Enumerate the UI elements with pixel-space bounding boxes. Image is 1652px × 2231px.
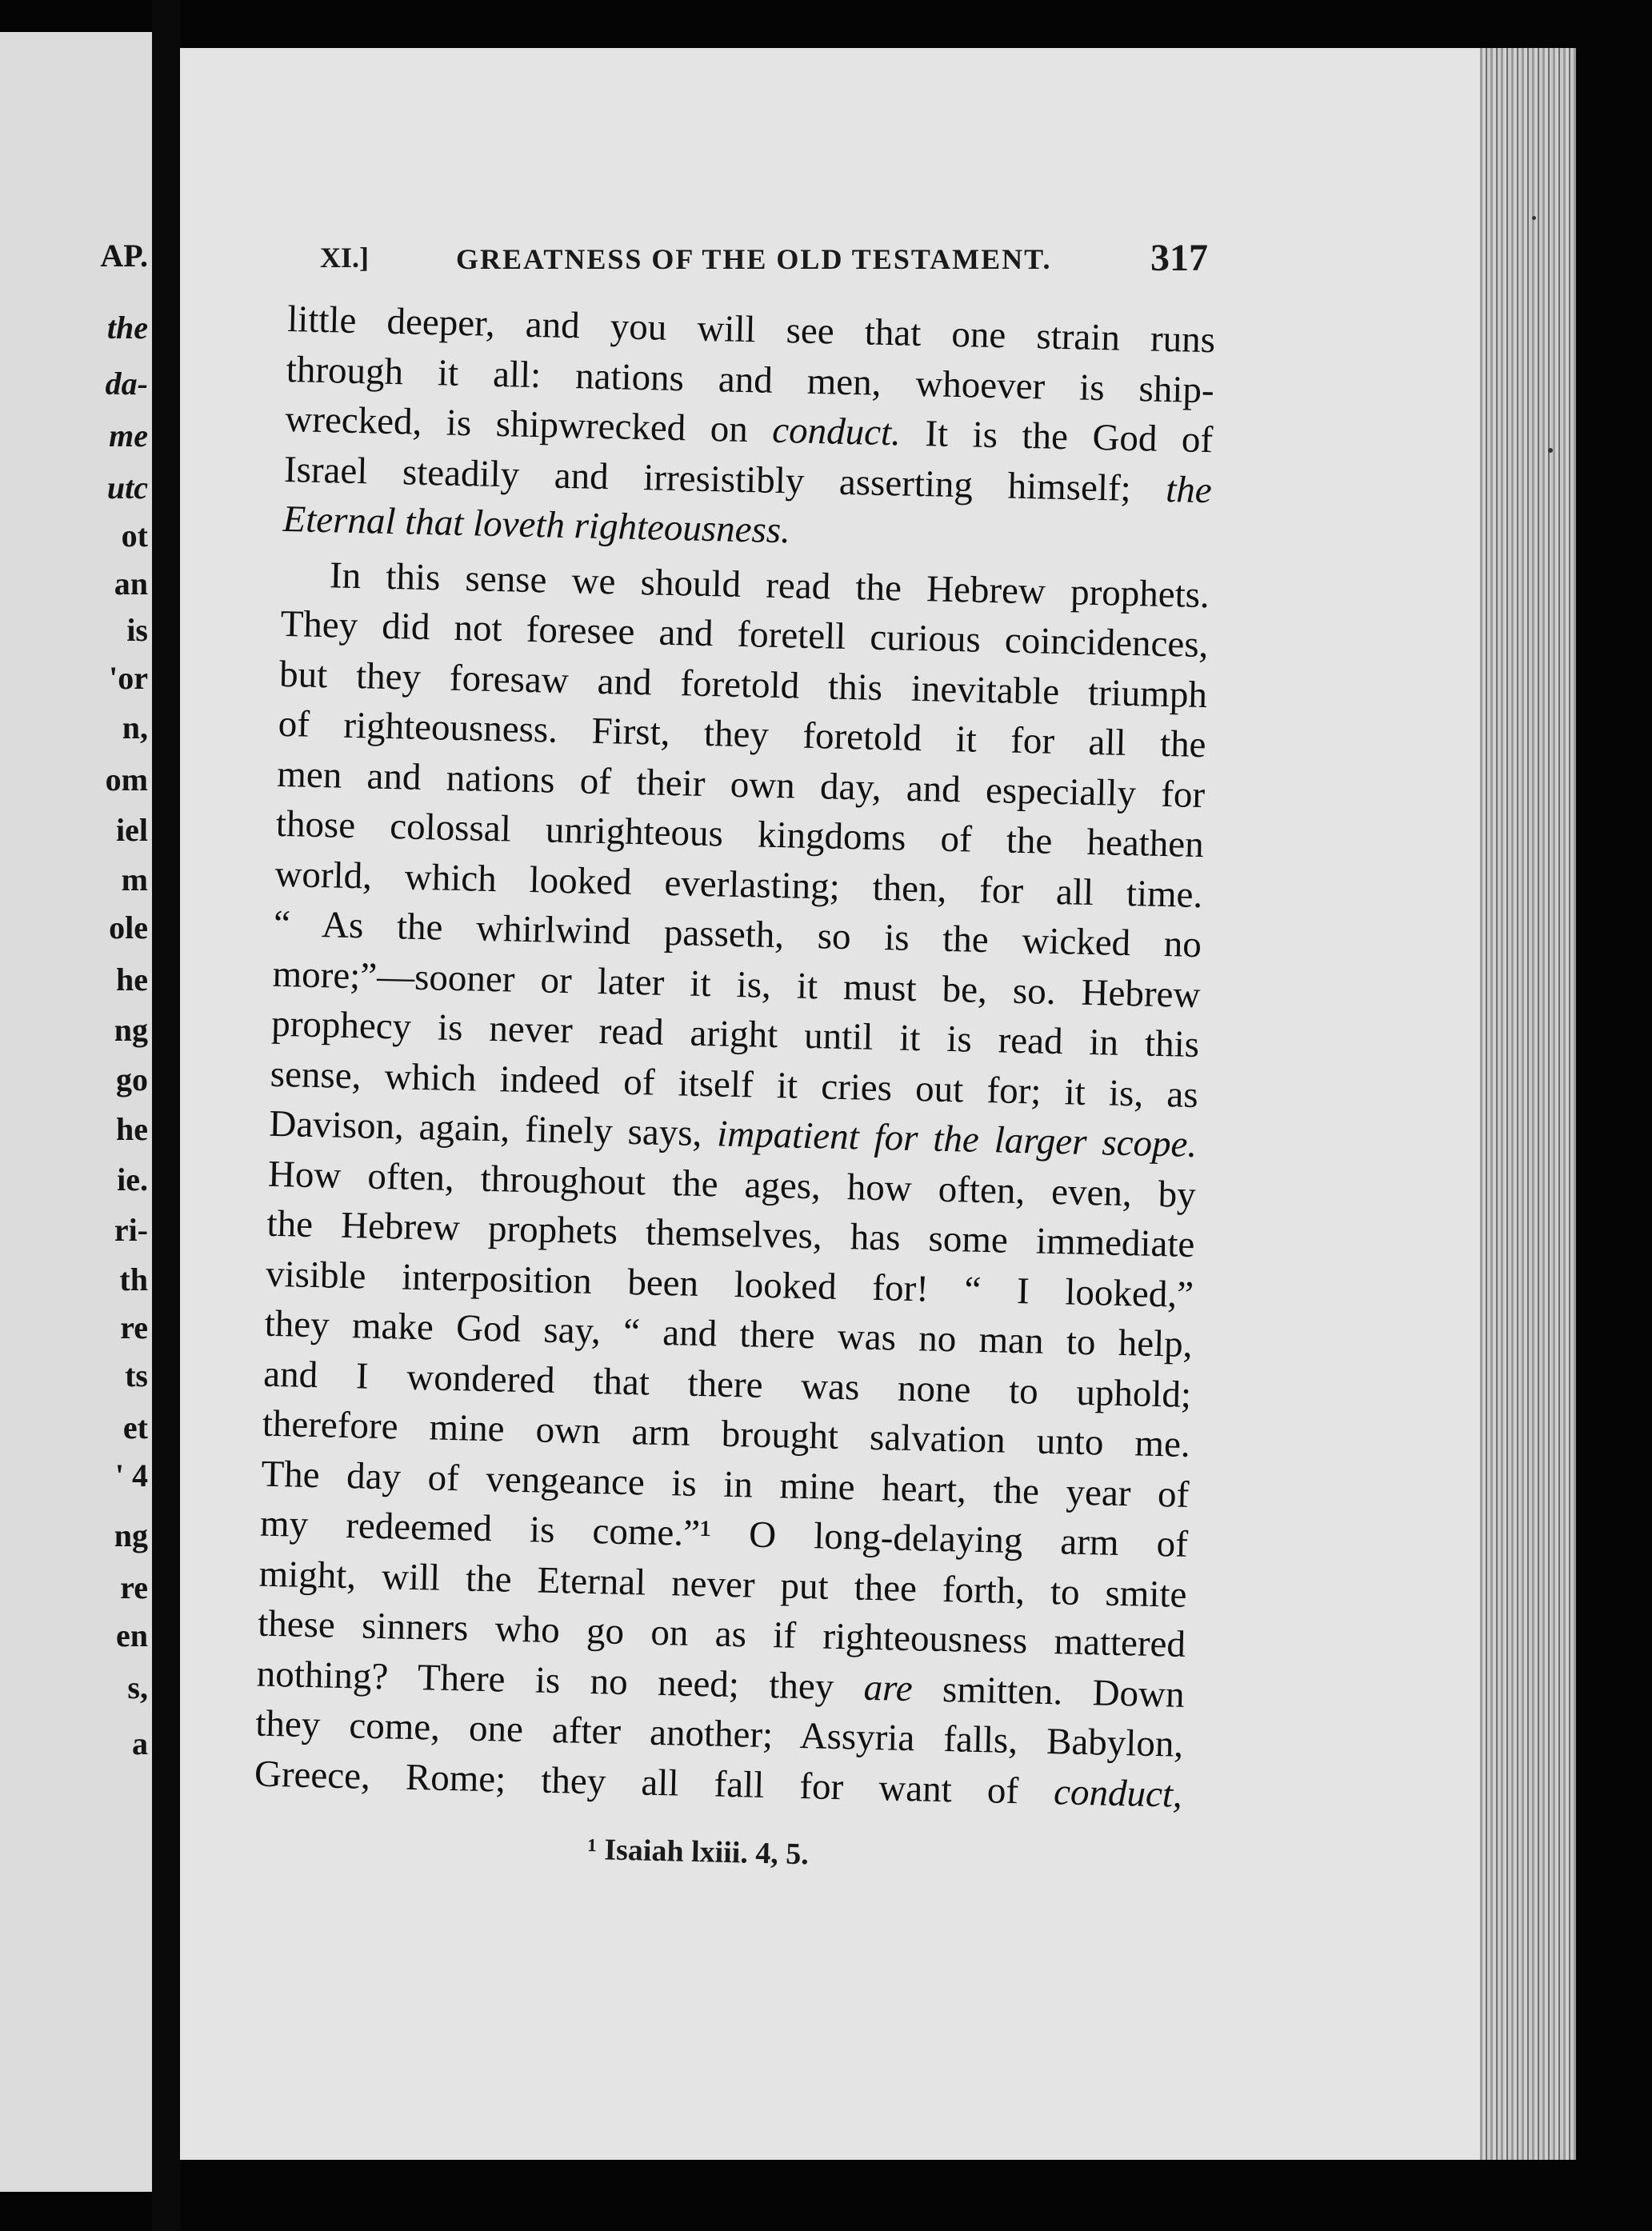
- facing-page-word-fragment: he: [116, 962, 148, 998]
- facing-page-word-fragment: da-: [105, 366, 148, 402]
- text-run: might, will the Eternal never put thee forth, to smite: [258, 1553, 1188, 1616]
- italic-text: are: [863, 1666, 914, 1709]
- facing-page-word-fragment: om: [105, 762, 148, 798]
- facing-page-word-fragment: AP.: [100, 238, 148, 274]
- facing-page-word-fragment: the: [106, 310, 148, 346]
- text-run: my redeemed is come.”¹ O long-delaying arm of: [259, 1502, 1189, 1565]
- text-run: In this sense we should read the Hebrew prophets.: [329, 554, 1210, 616]
- facing-page-word-fragment: re: [120, 1569, 148, 1605]
- text-run: prophecy is never read aright until it is read in this: [270, 1002, 1200, 1066]
- facing-page-word-fragment: ot: [121, 518, 148, 554]
- text-run: they make God say, “ and there was no man to help,: [264, 1302, 1194, 1365]
- text-run: sense, which indeed of itself it cries out for; it is, as: [270, 1053, 1199, 1116]
- running-header: [320, 236, 1208, 284]
- facing-page-word-fragment: ts: [125, 1357, 148, 1393]
- italic-text: impatient for the larger scope.: [716, 1113, 1198, 1166]
- facing-page-word-fragment: an: [114, 566, 148, 602]
- text-run: of righteousness. First, they foretold it for all the: [278, 702, 1207, 766]
- text-run: the Hebrew prophets themselves, has some immediate: [266, 1202, 1195, 1266]
- facing-page-word-fragment: ng: [114, 1012, 148, 1048]
- body-text: [254, 294, 1215, 1820]
- facing-page-word-fragment: re: [120, 1309, 148, 1345]
- facing-page-word-fragment: ng: [114, 1517, 148, 1553]
- scan-speck: [1532, 216, 1536, 220]
- text-run: It is the God of: [900, 412, 1214, 462]
- italic-text: conduct.: [771, 409, 902, 454]
- scan-border: [1576, 32, 1652, 2231]
- text-run: They did not foresee and foretell curious coincidences,: [280, 602, 1209, 666]
- facing-page-word-fragment: ole: [109, 910, 148, 946]
- facing-page-word-fragment: n,: [122, 710, 148, 746]
- text-run: Greece, Rome; they all fall for want of: [254, 1753, 1054, 1813]
- facing-page-word-fragment: utc: [106, 470, 148, 506]
- footnote: ¹ Isaiah lxiii. 4, 5.: [587, 1832, 810, 1872]
- facing-page-word-fragment: ' 4: [114, 1457, 148, 1493]
- facing-page-word-fragment: ie.: [117, 1161, 148, 1197]
- text-run: world, which looked everlasting; then, for all time.: [274, 853, 1203, 916]
- text-run: therefore mine own arm brought salvation unto me.: [262, 1402, 1191, 1465]
- facing-page-word-fragment: is: [126, 612, 148, 648]
- facing-page-word-fragment: a: [132, 1725, 148, 1761]
- text-run: Israel steadily and irresistibly asserting himself;: [283, 448, 1166, 510]
- text-run: but they foresaw and foretold this inevitable triumph: [278, 653, 1208, 716]
- text-run: nothing? There is no need; they: [256, 1653, 865, 1709]
- text-run: those colossal unrighteous kingdoms of the heathen: [275, 802, 1205, 866]
- page-number: 317: [1150, 237, 1208, 279]
- text-run: men and nations of their own day, and especially for: [276, 753, 1206, 816]
- italic-text: Eternal that loveth righteousness.: [282, 498, 791, 552]
- text-run: little deeper, and you will see that one strain runs: [286, 298, 1216, 362]
- italic-text: the: [1165, 468, 1213, 511]
- italic-text: conduct,: [1053, 1770, 1183, 1816]
- facing-page-word-fragment: iel: [116, 812, 148, 848]
- text-run: visible interposition been looked for! “ I looked,”: [265, 1253, 1194, 1316]
- chapter-number: XI.]: [320, 242, 369, 274]
- text-run: The day of vengeance is in mine heart, the year of: [260, 1453, 1190, 1516]
- scan-speck: [1548, 448, 1553, 453]
- text-run: Davison, again, finely says,: [268, 1102, 718, 1155]
- facing-page-word-fragment: ri-: [114, 1212, 148, 1248]
- text-run: these sinners who go on as if righteousness mattered: [257, 1602, 1186, 1665]
- text-run: wrecked, is shipwrecked on: [284, 398, 773, 451]
- text-run: through it all: nations and men, whoever is ship-: [286, 348, 1215, 411]
- facing-page-word-fragment: go: [116, 1062, 148, 1098]
- facing-page-word-fragment: me: [109, 418, 148, 454]
- text-run: they come, one after another; Assyria falls, Babylon,: [254, 1702, 1184, 1765]
- page-edges: [1480, 48, 1576, 2160]
- text-run: smitten. Down: [912, 1667, 1186, 1716]
- facing-page-word-fragment: m: [121, 862, 148, 898]
- facing-page-word-fragment: he: [116, 1111, 148, 1147]
- running-title: GREATNESS OF THE OLD TESTAMENT.: [456, 243, 1052, 275]
- text-run: How often, throughout the ages, how often, even, by: [267, 1153, 1197, 1216]
- facing-page-word-fragment: et: [122, 1409, 148, 1445]
- text-run: “ As the whirlwind passeth, so is the wicked no: [273, 902, 1202, 966]
- text-run: and I wondered that there was none to uphold;: [262, 1353, 1192, 1416]
- facing-page-word-fragment: s,: [127, 1669, 148, 1705]
- text-run: more;”—sooner or later it is, it must be, so. Hebrew: [272, 953, 1202, 1016]
- facing-page-word-fragment: th: [119, 1261, 148, 1297]
- facing-page-word-fragment: 'or: [109, 660, 148, 696]
- facing-page-word-fragment: en: [116, 1617, 148, 1653]
- book-gutter: [152, 0, 180, 2231]
